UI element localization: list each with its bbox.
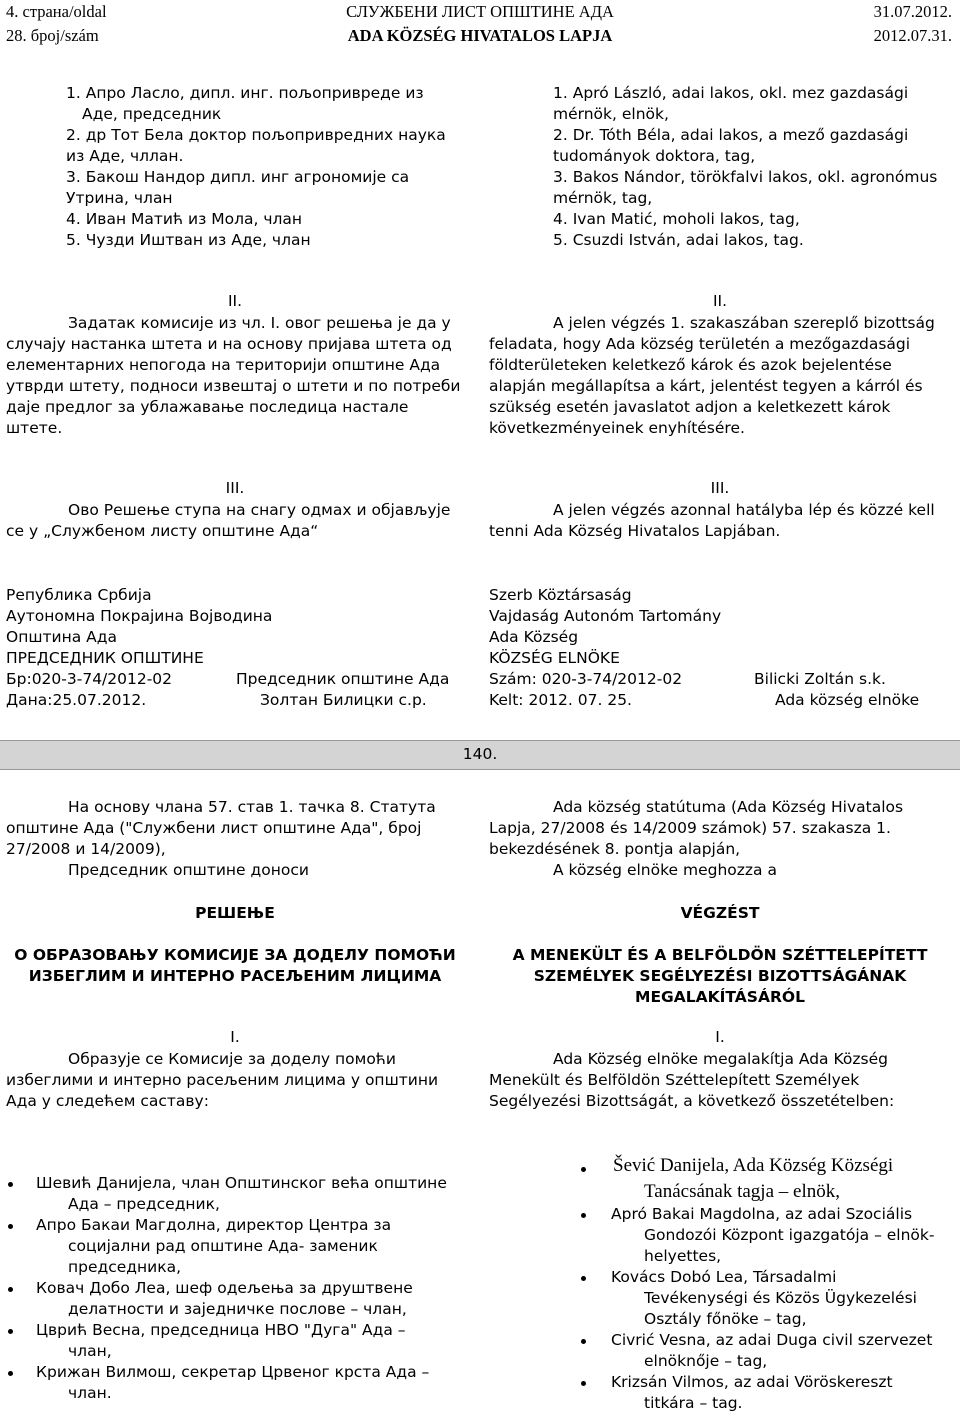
paragraph-line: földterületeken keletkező károk és azok bejelentése [489,356,892,374]
section-number: II. [227,292,243,310]
paragraph-line: A jelen végzés 1. szakaszában szereplő bizottság [553,314,935,332]
paragraph-line: következményeinek enyhítésére. [489,419,745,437]
paragraph-line: feladata, hogy Ada község területén a mezőgazdasági [489,335,911,353]
member-line: 2. Dr. Tóth Béla, adai lakos, a mező gazdasági [553,126,909,144]
authority-line: ПРЕДСЕДНИК ОПШТИНЕ [6,649,204,667]
paragraph-line: општине Ада ("Службени лист општине Ада", број [6,819,422,837]
paragraph-line: Ada Község elnöke megalakítja Ada Község [553,1050,888,1068]
list-item: Апро Бакаи Магдолна, директор Центра за [36,1216,392,1234]
paragraph-line: даје предлог за ублажавање последица настале [6,398,409,416]
list-item: Шевић Данијела, члан Општинског већа општине [36,1174,447,1192]
list-item: titkára – tag. [644,1394,743,1412]
list-item: Крижан Вилмош, секретар Црвеног крста Ада – [36,1363,430,1381]
decision-title-hu: A MENEKÜLT ÉS A BELFÖLDÖN SZÉTTELEPÍTETT [512,946,928,964]
list-item: члан, [68,1342,112,1360]
paragraph-line: 27/2008 и 14/2009), [6,840,166,858]
act-number: 140. [462,745,498,763]
list-item: Цврић Весна, председница НВО "Дуга" Ада – [36,1321,406,1339]
list-item: члан. [68,1384,112,1402]
list-item: председника, [68,1258,181,1276]
list-item: helyettes, [644,1247,722,1265]
document-number: Szám: 020-3-74/2012-02 [489,670,683,688]
list-item: Civrić Vesna, az adai Duga civil szervezet [611,1331,933,1349]
decision-title-sr: ИЗБЕГЛИМ И ИНТЕРНО РАСЕЉЕНИМ ЛИЦИМА [28,967,442,985]
bullet-icon [581,1167,586,1172]
member-line: 4. Ivan Matić, moholi lakos, tag, [553,210,800,228]
list-item: Gondozói Központ igazgatója – elnök- [644,1226,935,1244]
section-number: II. [712,292,728,310]
paragraph-line: A jelen végzés azonnal hatályba lép és közzé kell [553,501,935,519]
list-item: Šević Danijela, Ada Község Községi [613,1155,894,1176]
paragraph-line: Ада у следећем саставу: [6,1092,209,1110]
member-line: 5. Csuzdi István, adai lakos, tag. [553,231,804,249]
paragraph-line: szükség esetén javaslatot adjon a keletkezett károk [489,398,891,416]
paragraph-line: alapján megállapítsa a kárt, jelentést tegyen a kárról és [489,377,923,395]
paragraph-line: се у „Службеном листу општине Ада“ [6,522,319,540]
paragraph-line: A község elnöke meghozza a [553,861,777,879]
paragraph-line: Образује се Комисије за доделу помоћи [68,1050,396,1068]
signatory-role: Ada község elnöke [775,691,920,709]
paragraph-line: Ово Решење ступа на снагу одмах и објављује [68,501,451,519]
paragraph-line: tenni Ada Község Hivatalos Lapjában. [489,522,781,540]
section-number: III. [225,479,245,497]
list-item: Kovács Dobó Lea, Társadalmi [611,1268,837,1286]
member-line: Утрина, члан [66,189,173,207]
journal-title-sr: СЛУЖБЕНИ ЛИСТ ОПШТИНЕ АДА [346,2,614,21]
list-item: социјални рад општине Ада- заменик [68,1237,378,1255]
member-line: 4. Иван Матић из Мола, члан [66,210,303,228]
list-item: Osztály főnöke – tag, [644,1310,807,1328]
authority-line: Vajdaság Autonóm Tartomány [489,607,722,625]
document-date: Дана:25.07.2012. [6,691,147,709]
document-number: Бр:020-3-74/2012-02 [6,670,173,688]
bullet-icon [581,1276,586,1281]
member-line: 1. Apró László, adai lakos, okl. mez gazdasági [553,84,909,102]
authority-line: KÖZSÉG ELNÖKE [489,649,620,667]
paragraph-line: избеглими и интерно расељеним лицима у општини [6,1071,439,1089]
paragraph-line: Задатак комисије из чл. I. овог решења је да у [68,314,451,332]
issue-date-sr: 31.07.2012. [873,2,952,21]
list-item: делатности и заједничке послове – члан, [68,1300,407,1318]
member-line: 5. Чузди Иштван из Аде, члан [66,231,311,249]
page-number-label: 4. страна/oldal [6,2,107,21]
member-line: Аде, председник [82,105,222,123]
signatory-name: Bilicki Zoltán s.k. [754,670,886,688]
decision-title-sr: О ОБРАЗОВАЊУ КОМИСИЈЕ ЗА ДОДЕЛУ ПОМОЋИ [14,946,456,964]
paragraph-line: Lapja, 27/2008 és 14/2009 számok) 57. szakasza 1. [489,819,891,837]
list-item: elnöknője – tag, [644,1352,768,1370]
section-number: III. [710,479,730,497]
bullet-icon [581,1339,586,1344]
list-item: Krizsán Vilmos, az adai Vöröskereszt [611,1373,893,1391]
issue-date-hu: 2012.07.31. [873,26,952,45]
paragraph-line: На основу члана 57. став 1. тачка 8. Статута [68,798,436,816]
document-date: Kelt: 2012. 07. 25. [489,691,632,709]
committee-list-hu [480,1153,960,1415]
bullet-icon [8,1224,13,1229]
member-line: mérnök, elnök, [553,105,669,123]
decision-title-hu: MEGALAKÍTÁSÁRÓL [635,988,805,1006]
paragraph-line: Menekült és Belföldön Széttelepített Személyek [489,1071,860,1089]
paragraph-line: Ada község statútuma (Ada Község Hivatalos [553,798,904,816]
member-line: 2. др Тот Бела доктор пољопривредних наука [66,126,446,144]
section-number: I. [230,1028,240,1046]
paragraph-line: Segélyezési Bizottságát, a következő összetételben: [489,1092,895,1110]
bullet-icon [581,1213,586,1218]
authority-line: Општина Ада [6,628,117,646]
paragraph-line: Председник општине доноси [68,861,309,879]
paragraph-line: елементарних непогода на територији општине Ада [6,356,441,374]
signatory-role: Председник општине Ада [236,670,450,688]
member-line: 3. Bakos Nándor, törökfalvi lakos, okl. agronómus [553,168,938,186]
authority-line: Ada Község [489,628,579,646]
journal-title [0,0,960,48]
authority-line: Република Србија [6,586,152,604]
list-item: Apró Bakai Magdolna, az adai Szociális [611,1205,913,1223]
journal-title-hu: ADA KÖZSÉG HIVATALOS LAPJA [347,26,613,45]
member-line: mérnök, tag, [553,189,653,207]
decision-type-sr: РЕШЕЊЕ [195,904,275,922]
paragraph-line: bekezdésének 8. pontja alapján, [489,840,741,858]
decision-title-hu: SZEMÉLYEK SEGÉLYEZÉSI BIZOTTSÁGÁNAK [533,967,907,985]
bullet-icon [8,1371,13,1376]
member-line: tudományok doktora, tag, [553,147,756,165]
authority-line: Аутономна Покрајина Војводина [6,607,273,625]
bullet-icon [8,1329,13,1334]
section-number: I. [715,1028,725,1046]
bullet-icon [581,1381,586,1386]
paragraph-line: штете. [6,419,63,437]
signatory-name: Золтан Билицки с.р. [260,691,427,709]
list-item: Ада – председник, [68,1195,220,1213]
authority-line: Szerb Köztársaság [489,586,632,604]
member-line: 1. Апро Ласло, дипл. инг. пољопривреде из [66,84,424,102]
issue-date [874,0,952,48]
bullet-icon [8,1287,13,1292]
paragraph-line: утврди штету, подноси извештај о штети и по потреби [6,377,461,395]
decision-type-hu: VÉGZÉST [680,904,760,922]
list-item: Tanácsának tagja – elnök, [644,1181,840,1202]
issue-number-label: 28. број/szám [6,26,99,45]
bullet-icon [8,1182,13,1187]
paragraph-line: случају настанка штета и на основу пријава штета од [6,335,452,353]
member-line: 3. Бакош Нандор дипл. инг агрономије са [66,168,410,186]
list-item: Ковач Добо Леа, шеф одељења за друштвене [36,1279,413,1297]
committee-list-sr [0,1173,470,1413]
list-item: Tevékenységi és Közös Ügykezelési [644,1289,917,1307]
member-line: из Аде, чллан. [66,147,184,165]
